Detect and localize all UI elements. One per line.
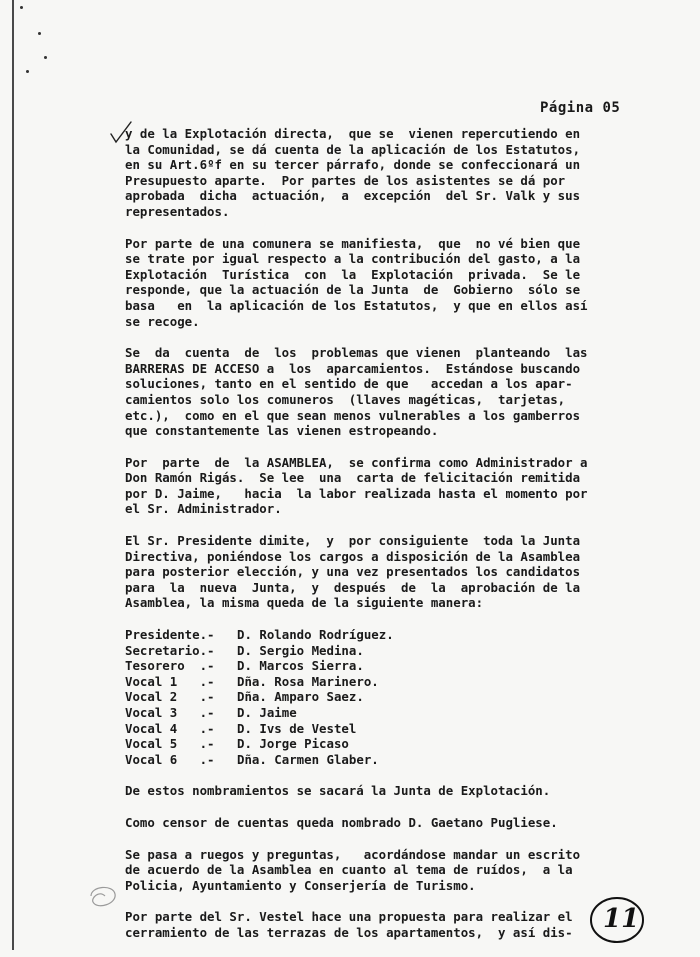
paragraph	[125, 533, 627, 611]
board-member-row	[125, 721, 627, 737]
text-line: Como censor de cuentas queda nombrado D. Gaetano Pugliese.	[125, 814, 558, 830]
board-role: Vocal 3 .-	[125, 705, 215, 720]
text-line: la Comunidad, se dá cuenta de la aplicación de los Estatutos,	[125, 141, 581, 157]
text-line: se recoge.	[125, 313, 200, 329]
text-line: Por parte de la ASAMBLEA, se confirma como Administrador a	[125, 454, 588, 470]
text-line: cerramiento de las terrazas de los apartamentos, y así dis-	[125, 924, 573, 940]
paragraph	[125, 909, 627, 940]
text-line: etc.), como en el que sean menos vulnerables a los gamberros	[125, 407, 581, 423]
text-line: De estos nombramientos se sacará la Junta de Explotación.	[125, 783, 551, 799]
handwritten-page-count-stamp	[588, 894, 646, 946]
text-line: soluciones, tanto en el sentido de que accedan a los apar-	[125, 376, 573, 392]
board-role: Vocal 2 .-	[125, 689, 215, 705]
text-line: Explotación Turística con la Explotación privada. Se le	[125, 266, 581, 282]
board-role: Vocal 5 .-	[125, 736, 215, 752]
board-role: Tesorero .-	[125, 658, 215, 674]
text-line: representados.	[125, 203, 230, 219]
board-member-name: D. Sergio Medina.	[237, 642, 364, 658]
board-member-row	[125, 658, 627, 674]
board-member-name: D. Jaime	[237, 705, 297, 720]
board-member-name: Dña. Rosa Marinero.	[237, 673, 379, 689]
text-line: Se pasa a ruegos y preguntas, acordándose mandar un escrito	[125, 846, 581, 862]
scan-speck	[38, 32, 41, 35]
text-line: y de la Explotación directa, que se vienen repercutiendo en	[125, 126, 581, 141]
paragraph	[125, 847, 627, 894]
text-line: se trate por igual respecto a la contribución del gasto, a la	[125, 251, 581, 267]
board-member-name: D. Marcos Sierra.	[237, 658, 364, 674]
text-line: por D. Jaime, hacia la labor realizada hasta el momento por	[125, 485, 588, 501]
paragraph	[125, 236, 627, 330]
text-line: Por parte de una comunera se manifiesta, que no vé bien que	[125, 235, 581, 251]
paragraph	[125, 783, 627, 799]
board-role: Vocal 1 .-	[125, 673, 215, 689]
page-left-edge	[12, 0, 14, 950]
text-line: basa en la aplicación de los Estatutos, y que en ellos así	[125, 297, 588, 313]
board-member-row	[125, 643, 627, 659]
text-line: para la nueva Junta, y después de la aprobación de la	[125, 579, 581, 595]
board-member-row	[125, 689, 627, 705]
text-line: BARRERAS DE ACCESO a los aparcamientos. Estándose buscando	[125, 360, 581, 376]
board-member-name: D. Rolando Rodríguez.	[237, 627, 394, 643]
board-member-row	[125, 674, 627, 690]
text-line: el Sr. Administrador.	[125, 501, 282, 517]
text-line: que constantemente las vienen estropeando.	[125, 423, 439, 439]
text-line: de acuerdo de la Asamblea en cuanto al tema de ruídos, a la	[125, 862, 573, 878]
text-line: Don Ramón Rigás. Se lee una carta de felicitación remitida	[125, 470, 581, 486]
board-member-row	[125, 627, 627, 643]
text-line: Directiva, poniéndose los cargos a disposición de la Asamblea	[125, 548, 581, 564]
text-line: Se da cuenta de los problemas que vienen planteando las	[125, 345, 588, 361]
board-role: Secretario.-	[125, 642, 215, 658]
board-roster	[125, 627, 627, 767]
text-line: en su Art.6ºf en su tercer párrafo, donde se confeccionará un	[125, 157, 581, 173]
text-line: Asamblea, la misma queda de la siguiente manera:	[125, 595, 484, 611]
faded-signature-mark-icon	[85, 880, 121, 912]
board-member-name: Dña. Carmen Glaber.	[237, 751, 379, 767]
paragraph	[125, 815, 627, 831]
text-line: aprobada dicha actuación, a excepción del Sr. Valk y sus	[125, 188, 581, 204]
text-line: Por parte del Sr. Vestel hace una propuesta para realizar el	[125, 909, 573, 925]
text-line: responde, que la actuación de la Junta de Gobierno sólo se	[125, 282, 581, 298]
document-body	[125, 126, 627, 957]
board-role: Vocal 4 .-	[125, 720, 215, 736]
text-line: camientos solo los comuneros (llaves magéticas, tarjetas,	[125, 391, 566, 407]
text-line: El Sr. Presidente dimite, y por consiguiente toda la Junta	[125, 533, 581, 549]
text-line: Policia, Ayuntamiento y Conserjería de Turismo.	[125, 877, 476, 893]
stamp-number: 11	[603, 904, 640, 934]
text-line: para posterior elección, y una vez presentados los candidatos	[125, 564, 581, 580]
board-role: Vocal 6 .-	[125, 751, 215, 767]
board-member-name: Dña. Amparo Saez.	[237, 689, 364, 705]
board-member-row	[125, 705, 627, 721]
board-member-row	[125, 752, 627, 768]
board-member-name: D. Ivs de Vestel	[237, 720, 357, 736]
board-member-row	[125, 736, 627, 752]
scan-speck	[26, 70, 29, 73]
paragraph	[125, 345, 627, 439]
board-member-name: D. Jorge Picaso	[237, 736, 349, 752]
text-line: Presupuesto aparte. Por partes de los asistentes se dá por	[125, 172, 566, 188]
board-role: Presidente.-	[125, 627, 215, 643]
paragraph	[125, 126, 627, 220]
scan-speck	[20, 6, 23, 9]
paragraph	[125, 455, 627, 517]
page-number: Página 05	[540, 100, 621, 116]
scan-speck	[44, 56, 47, 59]
